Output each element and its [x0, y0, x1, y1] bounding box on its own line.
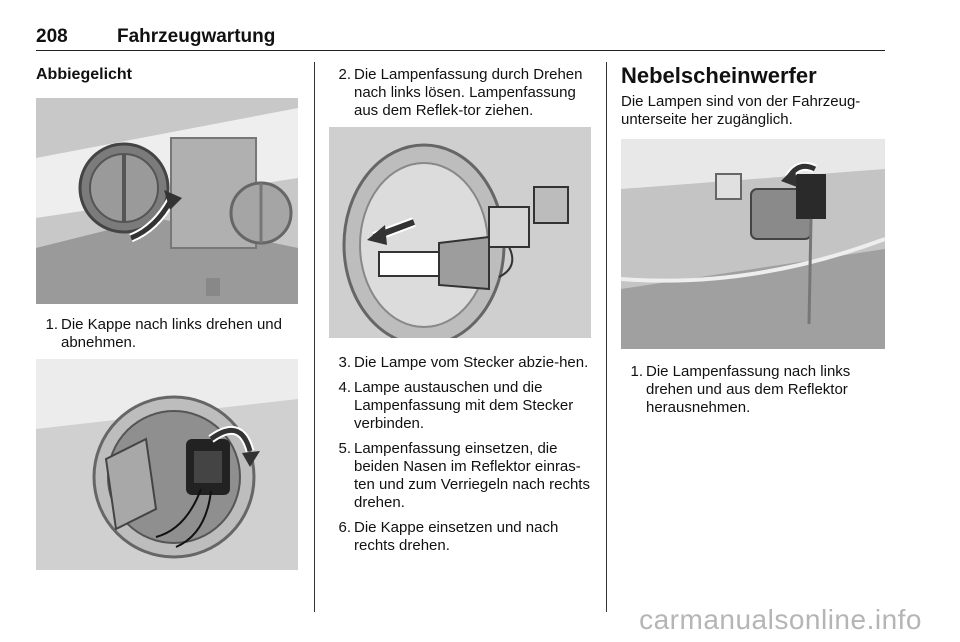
figure-bulb-socket — [36, 359, 298, 570]
figure-fog-lamp — [621, 139, 885, 349]
list-item: 3. Die Lampe vom Stecker abzie-hen. — [338, 354, 589, 371]
column-3 — [621, 62, 885, 424]
list-item: 1. Die Kappe nach links drehen und abnehmen. — [45, 316, 282, 351]
header-rule — [36, 50, 885, 51]
figure-remove-socket — [329, 127, 591, 338]
column-1 — [36, 62, 298, 570]
chapter-title: Fahrzeugwartung — [117, 26, 276, 47]
column-2 — [329, 62, 591, 562]
watermark: carmanualsonline.info — [639, 604, 922, 635]
list-item: 2. Die Lampenfassung durch Drehen nach links lösen. Lampenfassung aus dem Reflek-tor ziehen. — [338, 66, 583, 119]
page-number: 208 — [36, 26, 68, 47]
intro-paragraph: Die Lampen sind von der Fahrzeug-unterseite her zugänglich. — [621, 93, 861, 128]
page-header — [36, 26, 276, 48]
column-divider — [314, 62, 315, 612]
list-item: 1. Die Lampenfassung nach links drehen und aus dem Reflektor herausnehmen. — [630, 363, 851, 416]
list-item: 5. Lampenfassung einsetzen, die beiden Nasen im Reflektor einras-ten und zum Verriegeln nach rechts drehen. — [338, 440, 590, 511]
list-item: 4. Lampe austauschen und die Lampenfassung mit dem Stecker verbinden. — [338, 379, 574, 432]
column-divider — [606, 62, 607, 612]
section-subheading: Abbiegelicht — [36, 66, 133, 83]
list-item: 6. Die Kappe einsetzen und nach rechts drehen. — [338, 519, 559, 554]
section-heading: Nebelscheinwerfer — [621, 63, 817, 88]
figure-headlamp-cap — [36, 98, 298, 304]
